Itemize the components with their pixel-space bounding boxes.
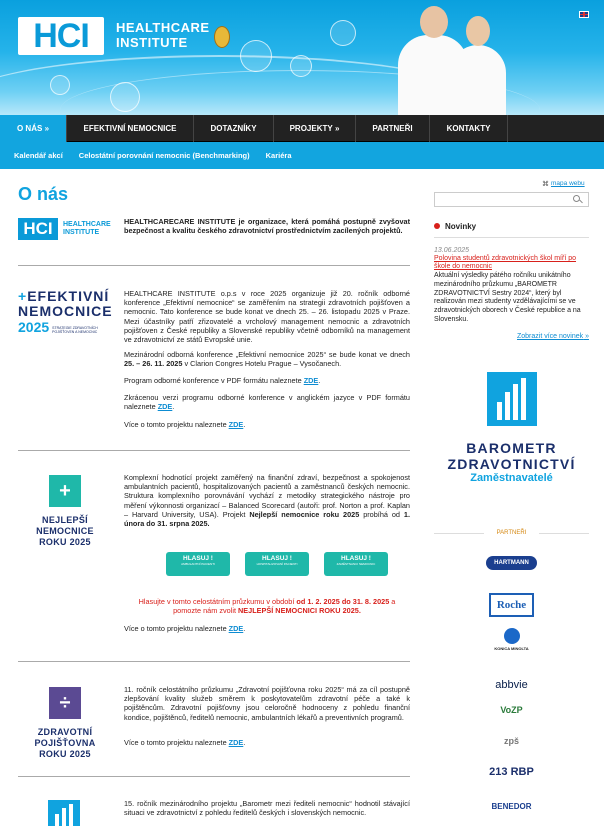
nav-label: O NÁS bbox=[16, 124, 43, 133]
sub-nav bbox=[0, 142, 604, 169]
ef-p5a: Více o tomto projektu naleznete bbox=[124, 420, 229, 429]
logo-line-2: INSTITUTE bbox=[116, 35, 188, 50]
barometr-p1: 15. ročník mezinárodního projektu „Barometr mezi řediteli nemocnic“ hodnotil stávající situaci ve zdravotnictví z pohledu ředitelů českých i slovenských nemocnic. bbox=[124, 799, 410, 818]
news-more-link[interactable]: Zobrazit více novinek » bbox=[517, 333, 589, 340]
partner-benedor[interactable]: BENEDOR bbox=[491, 802, 532, 811]
divide-icon: ÷ bbox=[49, 687, 81, 719]
site-header bbox=[0, 0, 604, 115]
konica-logo: KONICA MINOLTA bbox=[494, 646, 529, 651]
partner-zps[interactable]: zpš bbox=[503, 736, 519, 746]
bar bbox=[497, 402, 502, 420]
hlasuj-head: HLASUJ ! bbox=[183, 555, 213, 562]
ef-logo-line1 bbox=[18, 288, 118, 304]
nejlepsi-more: Více o tomto projektu naleznete ZDE. bbox=[124, 624, 246, 633]
divider bbox=[18, 776, 410, 777]
doctor-female-head bbox=[466, 16, 490, 46]
vote2: od 1. 2. 2025 do 31. 8. 2025 bbox=[296, 597, 390, 606]
news-divider bbox=[434, 237, 589, 238]
main-nav bbox=[0, 115, 604, 142]
partner-abbvie[interactable]: abbvie bbox=[495, 679, 528, 691]
header-bubble bbox=[290, 55, 312, 77]
hci-mini-line1: HEALTHCARE bbox=[63, 221, 111, 228]
hlasuj-head: HLASUJ ! bbox=[262, 555, 292, 562]
barometr-logo-small[interactable] bbox=[48, 800, 80, 826]
nav-dotazniky[interactable] bbox=[194, 115, 274, 142]
bar-icon bbox=[62, 808, 66, 826]
bar bbox=[521, 378, 526, 420]
partner-roche[interactable] bbox=[434, 593, 589, 617]
hci-logo[interactable] bbox=[18, 17, 104, 55]
intro-text: HEALTHCARECARE INSTITUTE je organizace, která pomáhá postupně zvyšovat bezpečnost a kvalitu českého zdravotnictví prostřednictvím zacílených projektů. bbox=[124, 217, 410, 236]
ef-word1: EFEKTIVNÍ bbox=[27, 288, 110, 304]
pojistovna-l1: ZDRAVOTNÍ bbox=[37, 727, 93, 737]
news-headline-link[interactable]: Polovina studentů zdravotnických škol míří po škole do nemocnic bbox=[434, 255, 577, 271]
vote1: Hlasujte v tomto celostátním průzkumu v období bbox=[138, 597, 297, 606]
mascot-icon bbox=[214, 26, 230, 48]
ef-p1: HEALTHCARE INSTITUTE o.p.s v roce 2025 organizuje již 20. ročník odborné konference „Efektivní nemocnice“ se zaměřením na strategii zdravotních pojišťoven a nemocnic. Tato konference se bude konat ve dnech 25. – 26. listopadu 2025 v Praze. Mezi účastníky patří zřizovatelé a vrcholový management nemocnic a zdravotních pojišťoven z České republiky a Slovenské republiky včetně odborníků na management ve zdravotnictví ze států Evropské unie. bbox=[124, 289, 410, 345]
hci-mini-line2: INSTITUTE bbox=[63, 229, 100, 236]
ef-p2c: v Clarion Congres Hotelu Prague – Vysočanech. bbox=[182, 359, 342, 369]
ef-p3a: Program odborné konference v PDF formátu naleznete bbox=[124, 376, 304, 385]
nav-label: PROJEKTY bbox=[289, 124, 333, 133]
nejlepsi-l2: NEMOCNICE bbox=[36, 526, 94, 536]
roche-logo: Roche bbox=[489, 593, 534, 617]
nav-arrow: » bbox=[44, 124, 50, 133]
uk-flag-icon[interactable] bbox=[579, 11, 589, 18]
nejlepsi-p1d: 1. února do 31. srpna 2025. bbox=[124, 509, 410, 529]
nav-label: DOTAZNÍKY bbox=[210, 124, 257, 133]
barometr-l1: BAROMETR bbox=[466, 440, 557, 456]
pojistovna-more: Více o tomto projektu naleznete ZDE. bbox=[124, 738, 246, 747]
barometr-bars-icon bbox=[487, 372, 537, 426]
nav-efektivni-nemocnice[interactable] bbox=[67, 115, 194, 142]
ef-logo-year: 2025 bbox=[18, 319, 50, 335]
bar bbox=[513, 384, 518, 420]
hci-logo-letters: HCI bbox=[33, 17, 89, 55]
nejlepsi-p1a: Komplexní hodnotící projekt zaměřený na finanční zdraví, bezpečnost a spokojenost ambulantních pacientů, hospitalizovaných pacientů a zaměstnanců českých nemocnic. Struktura komplexního porovnávání vychází z metodiky strategického nástroje pro měření výkonnosti organizací – Balanced Scorecard (autoři: prof. Norton a prof. Kaplan – Harvard University, USA). Projekt bbox=[124, 473, 410, 519]
pojistovna-logo-text bbox=[25, 727, 105, 760]
barometr-l3: Zaměstnavatelé bbox=[470, 472, 553, 484]
doctor-male-head bbox=[420, 6, 448, 38]
news-more-text: Zobrazit více novinek bbox=[517, 333, 584, 340]
hlasuj-sub: AMBULANTNÍ PACIENTI bbox=[181, 562, 215, 566]
ef-logo-line2: NEMOCNICE bbox=[18, 303, 113, 319]
nav-kontakty[interactable] bbox=[430, 115, 508, 142]
nejlepsi-l3: ROKU 2025 bbox=[39, 537, 91, 547]
zdravotni-pojistovna-logo[interactable] bbox=[25, 687, 105, 760]
ef-logo-sub: STRATEGIE ZDRAVOTNÍCH POJIŠŤOVEN A NEMOCNIC bbox=[52, 325, 98, 334]
ef-en-pdf-link[interactable]: ZDE bbox=[157, 402, 173, 412]
pojistovna-l3: ROKU 2025 bbox=[39, 749, 91, 759]
cross-icon: + bbox=[49, 475, 81, 507]
hlasuj-sub: HOSPITALIZOVANÍ PACIENTI bbox=[256, 562, 298, 566]
nejlepsi-p1b: Nejlepší nemocnice roku 2025 bbox=[249, 509, 360, 519]
sitemap-text: mapa webu bbox=[551, 180, 585, 187]
hlasuj-hospitalizovani-button[interactable] bbox=[245, 552, 309, 576]
vote-notice bbox=[124, 597, 410, 615]
nejlepsi-p1c: probíhá od bbox=[359, 509, 404, 519]
hartmann-logo: HARTMANN bbox=[486, 556, 537, 570]
konica-icon bbox=[504, 628, 520, 644]
barometr-l2: ZDRAVOTNICTVÍ bbox=[447, 456, 576, 472]
ef-p4a: Zkrácenou verzi programu odborné konference v anglickém jazyce v PDF formátu naleznete bbox=[124, 393, 410, 412]
sitemap-icon: ⌘ bbox=[542, 181, 549, 188]
search-input[interactable] bbox=[434, 192, 589, 207]
nav-partneri[interactable] bbox=[356, 115, 430, 142]
subnav-kalendar[interactable]: Kalendář akcí bbox=[14, 151, 63, 160]
nejlepsi-logo-text bbox=[25, 515, 105, 548]
subnav-benchmarking[interactable]: Celostátní porovnání nemocnic (Benchmarking) bbox=[78, 151, 250, 160]
vote4: NEJLEPŠÍ NEMOCNICI ROKU 2025. bbox=[238, 606, 361, 616]
pojistovna-l2: POJIŠŤOVNA bbox=[34, 738, 96, 748]
hlasuj-head: HLASUJ ! bbox=[341, 555, 371, 562]
nav-projekty[interactable] bbox=[274, 115, 356, 142]
barometr-banner[interactable] bbox=[434, 372, 589, 484]
ef-p2a: Mezinárodní odborná konference „Efektivní nemocnice 2025“ se bude konat ve dnech bbox=[124, 350, 410, 359]
hci-logo-small bbox=[18, 218, 118, 242]
news-bullet-icon bbox=[434, 223, 440, 229]
partners-heading: PARTNEŘI bbox=[434, 530, 589, 536]
hlasuj-sub: ZAMĚSTNANCI NEMOCNIC bbox=[336, 562, 376, 566]
news-date: 13.06.2025 bbox=[434, 247, 470, 254]
divider bbox=[18, 661, 410, 662]
hlasuj-zamestnanci-button[interactable] bbox=[324, 552, 388, 576]
ef-p5: Více o tomto projektu naleznete ZDE. bbox=[124, 420, 246, 429]
nejlepsi-more-link[interactable]: ZDE bbox=[228, 624, 244, 633]
hci-mini-text bbox=[63, 221, 111, 237]
news-header bbox=[434, 222, 589, 231]
nav-arrow: » bbox=[334, 124, 340, 133]
hlasuj-ambulantni-button[interactable] bbox=[166, 552, 230, 576]
doctors-image bbox=[388, 2, 518, 115]
pojistovna-more-text: Více o tomto projektu naleznete bbox=[124, 738, 229, 747]
header-bubble bbox=[240, 40, 272, 72]
logo-text bbox=[116, 20, 210, 50]
nejlepsi-l1: NEJLEPŠÍ bbox=[42, 515, 88, 525]
doctor-female bbox=[450, 45, 506, 115]
subnav-kariera[interactable]: Kariéra bbox=[265, 151, 292, 160]
vote3: a pomozte nám zvolit bbox=[173, 597, 396, 616]
partner-vozp[interactable]: VoZP bbox=[500, 705, 523, 715]
efektivni-nemocnice-logo[interactable] bbox=[18, 288, 118, 335]
pojistovna-p1: 11. ročník celostátního průzkumu „Zdravotní pojišťovna roku 2025“ má za cíl postupně zlepšování kvality služeb směrem k poskytovatelům zdravotní péče a také k pojištěncům. Zdravotní pojišťovny jsou celoročně hodnoceny z pohledu finanční kondice, pojištěnců, ředitelů nemocnic, ambulantních lékařů a preventivních programů. bbox=[124, 685, 410, 722]
news-title-text: Novinky bbox=[445, 222, 477, 231]
logo-line-1: HEALTHCARE bbox=[116, 20, 210, 35]
nav-label: KONTAKTY bbox=[446, 124, 491, 133]
nav-o-nas[interactable] bbox=[0, 115, 67, 142]
partner-hartmann[interactable] bbox=[434, 556, 589, 570]
nav-label: PARTNEŘI bbox=[372, 124, 413, 133]
nejlepsi-p1 bbox=[124, 473, 410, 528]
partner-konica[interactable] bbox=[434, 628, 589, 651]
ef-plus: + bbox=[18, 288, 28, 304]
header-bubble bbox=[110, 82, 140, 112]
divider bbox=[18, 265, 410, 266]
divider bbox=[18, 450, 410, 451]
sitemap-link[interactable] bbox=[551, 180, 585, 187]
nav-label: EFEKTIVNÍ NEMOCNICE bbox=[83, 124, 177, 133]
ef-p2b: 25. – 26. 11. 2025 bbox=[124, 359, 183, 369]
header-bubble bbox=[50, 75, 70, 95]
pojistovna-more-link[interactable]: ZDE bbox=[228, 738, 244, 747]
header-bubble bbox=[330, 20, 356, 46]
search-icon[interactable] bbox=[573, 195, 580, 202]
ef-p4: Zkrácenou verzi programu odborné konference v anglickém jazyce v PDF formátu naleznete ZDE. bbox=[124, 393, 410, 412]
bar bbox=[505, 392, 510, 420]
partner-rbp[interactable]: 213 RBP bbox=[489, 766, 534, 778]
bar-icon bbox=[69, 804, 73, 826]
news-text: Aktuální výsledky pátého ročníku unikátního mezinárodního průzkumu „BAROMETR ZDRAVOTNICTVÍ Sestry 2024“, který byl realizován mezi studenty vzdělávajícími se ve zdravotnických oborech v České republice a na Slovensku. bbox=[434, 272, 581, 323]
ef-p3: Program odborné konference v PDF formátu naleznete ZDE. bbox=[124, 376, 321, 385]
nejlepsi-nemocnice-logo[interactable] bbox=[25, 475, 105, 548]
nejlepsi-more-text: Více o tomto projektu naleznete bbox=[124, 624, 229, 633]
ef-more-link[interactable]: ZDE bbox=[228, 420, 244, 429]
bar-icon bbox=[55, 814, 59, 826]
page-title: O nás bbox=[18, 184, 69, 204]
hci-mini-letters: HCI bbox=[18, 218, 58, 240]
ef-pdf-link[interactable]: ZDE bbox=[303, 376, 319, 385]
ef-p2 bbox=[124, 350, 410, 368]
